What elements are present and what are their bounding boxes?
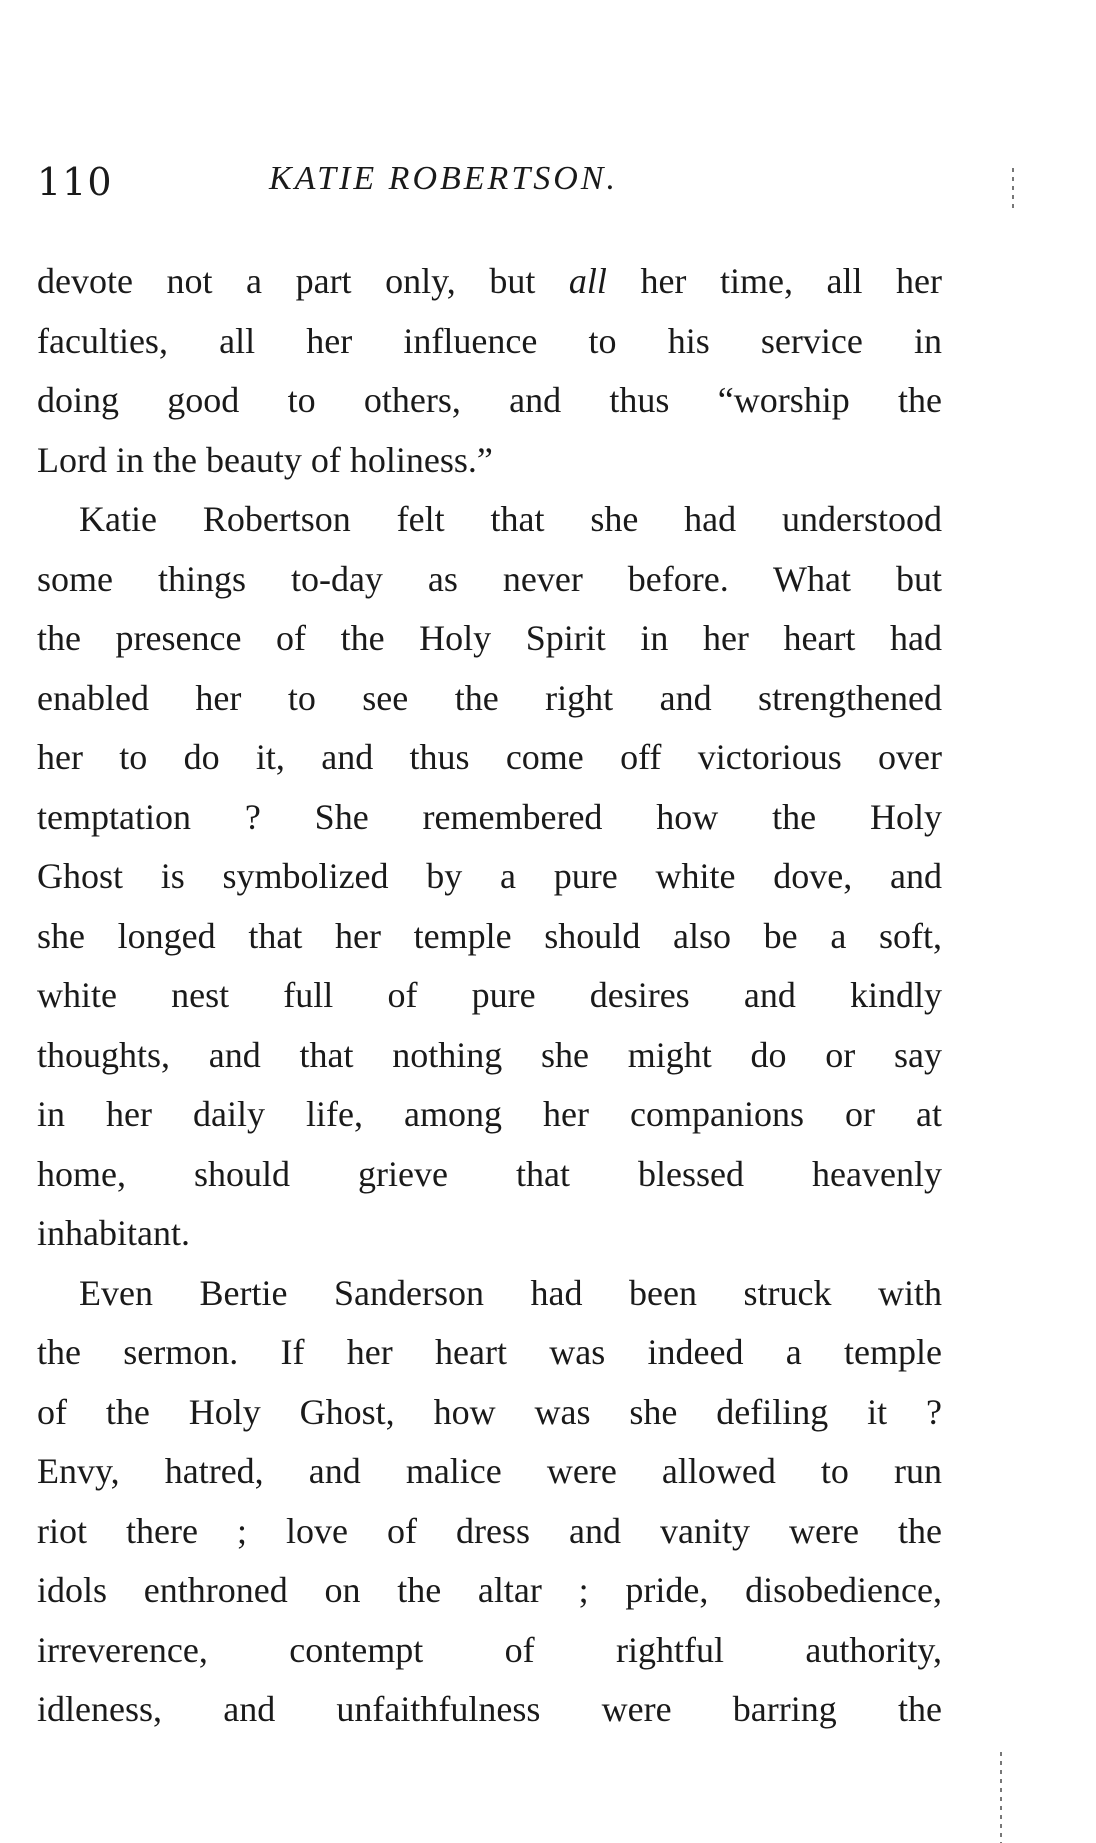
text-line: the sermon. If her heart was indeed a temple [37, 1332, 942, 1372]
text-fragment: her time, all her [606, 261, 942, 301]
text-line [37, 252, 942, 312]
text-line: of the Holy Ghost, how was she defiling it ? [37, 1391, 942, 1432]
page-header [37, 160, 937, 210]
text-line: she longed that her temple should also be a soft, [37, 915, 942, 956]
text-fragment: devote not a part only, but [37, 261, 569, 301]
text-line: doing good to others, and thus “worship the [37, 380, 942, 420]
text-line: inhabitant. [37, 1213, 190, 1253]
running-head: KATIE ROBERTSON. [269, 160, 618, 197]
paragraph-2 [37, 490, 942, 1264]
text-line: white nest full of pure desires and kindly [37, 975, 942, 1015]
text-line: thoughts, and that nothing she might do or say [37, 1034, 942, 1075]
text-line: irreverence, contempt of rightful authority, [37, 1629, 942, 1670]
text-line: Envy, hatred, and malice were allowed to run [37, 1451, 942, 1491]
text-line: Katie Robertson felt that she had understood [79, 499, 942, 539]
text-line: some things to-day as never before. What but [37, 558, 942, 599]
text-line: enabled her to see the right and strengthened [37, 677, 942, 718]
text-line: Even Bertie Sanderson had been struck with [79, 1272, 942, 1313]
page-edge-mark-top [1012, 168, 1014, 208]
text-line: home, should grieve that blessed heavenly [37, 1153, 942, 1194]
paragraph-1 [37, 252, 942, 490]
text-line: Lord in the beauty of holiness.” [37, 439, 493, 480]
text-line: her to do it, and thus come off victorious over [37, 737, 942, 777]
text-line: Ghost is symbolized by a pure white dove, and [37, 856, 942, 896]
text-line: idols enthroned on the altar ; pride, disobedience, [37, 1570, 942, 1610]
text-line: in her daily life, among her companions or at [37, 1094, 942, 1134]
paragraph-3 [37, 1264, 942, 1740]
page-edge-mark-bottom [1000, 1752, 1002, 1843]
body-text [37, 252, 942, 1740]
text-line: temptation ? She remembered how the Holy [37, 796, 942, 837]
text-line: riot there ; love of dress and vanity were the [37, 1510, 942, 1551]
emphasized-word: all [568, 261, 607, 301]
text-line: the presence of the Holy Spirit in her heart had [37, 618, 942, 658]
page-number: 110 [37, 160, 113, 204]
text-line: faculties, all her influence to his service in [37, 320, 942, 361]
text-line: idleness, and unfaithfulness were barring the [37, 1689, 942, 1729]
